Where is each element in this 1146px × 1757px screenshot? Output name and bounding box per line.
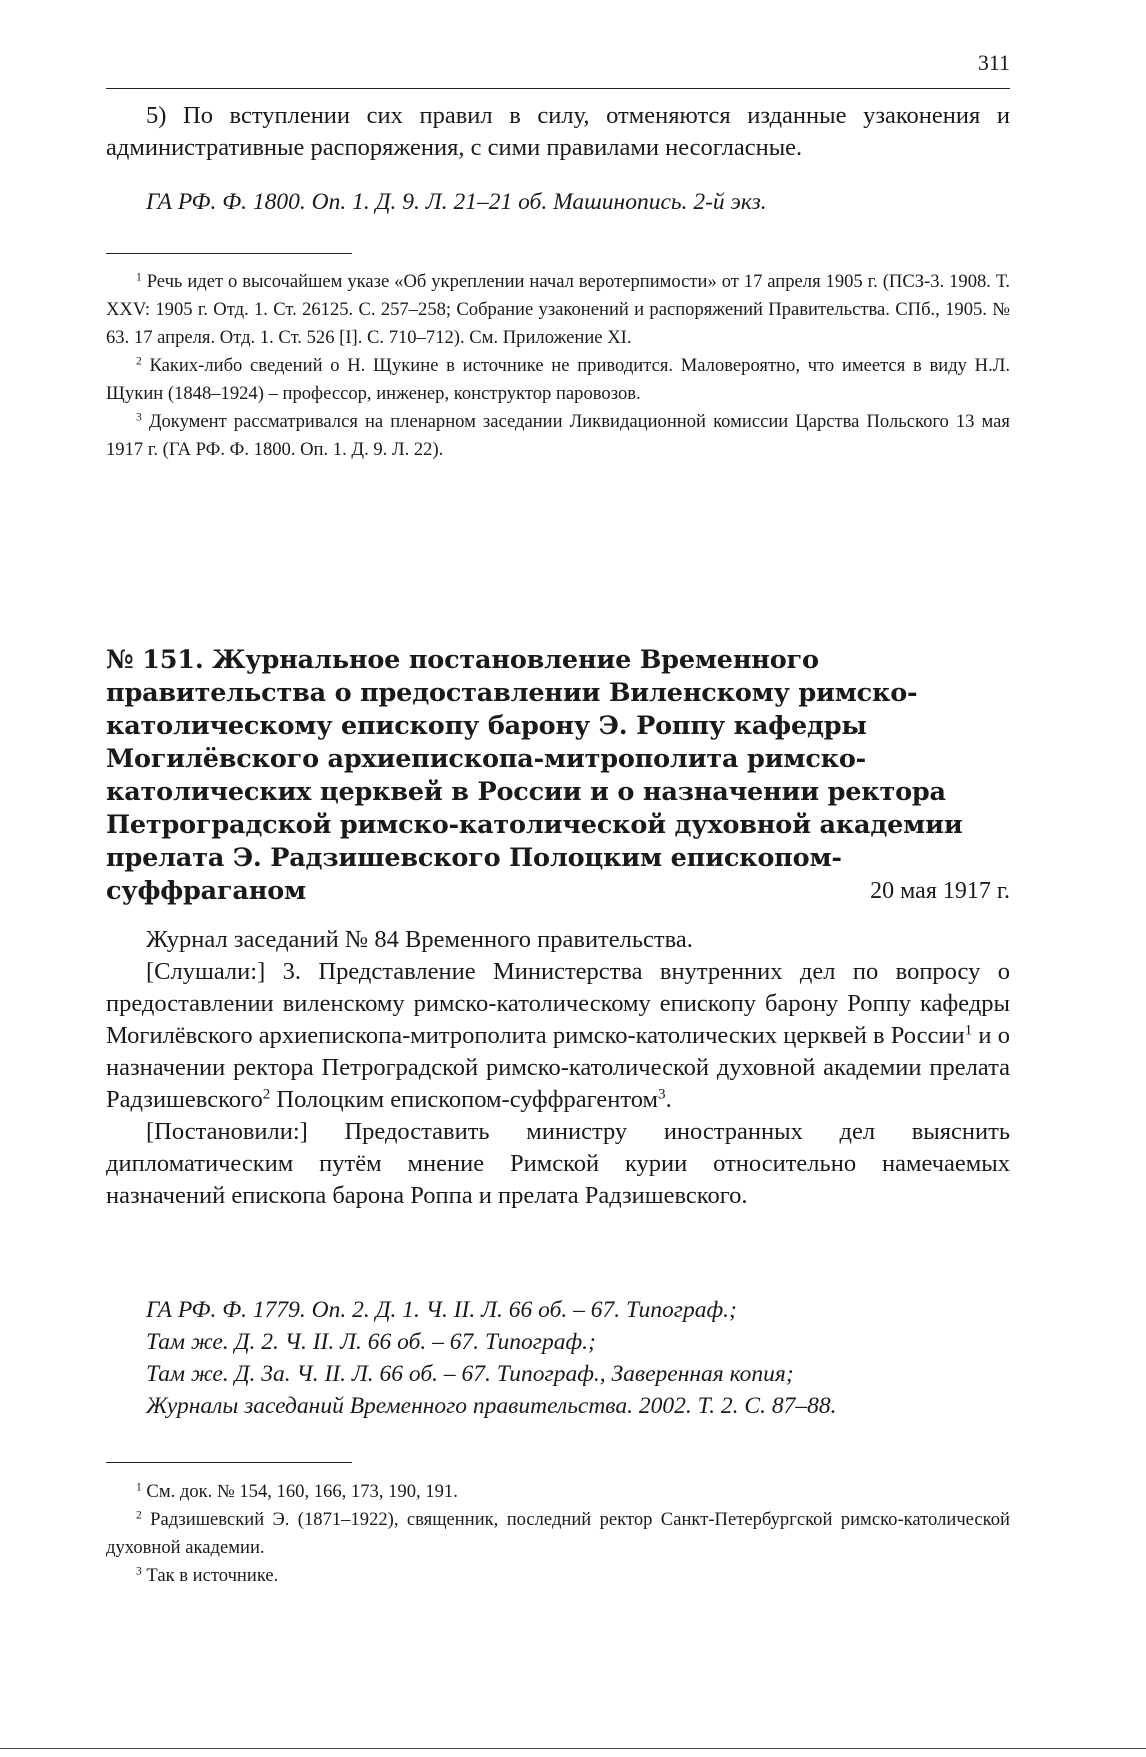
header-rule xyxy=(106,88,1010,89)
source-line: Там же. Д. 2. Ч. II. Л. 66 об. – 67. Типограф.; xyxy=(146,1329,596,1355)
archive-sources xyxy=(146,1294,1010,1422)
source-line: Там же. Д. 3а. Ч. II. Л. 66 об. – 67. Типограф., Заверенная копия; xyxy=(146,1361,794,1387)
journal-line: Журнал заседаний № 84 Временного правительства. xyxy=(146,926,693,953)
footnote-number: 3 xyxy=(136,411,142,424)
document-body xyxy=(106,924,1010,1212)
footnote-number: 1 xyxy=(136,271,142,284)
source-line: ГА РФ. Ф. 1779. Оп. 2. Д. 1. Ч. II. Л. 66 об. – 67. Типограф.; xyxy=(146,1297,737,1323)
footnote xyxy=(106,1562,1010,1590)
document-date: 20 мая 1917 г. xyxy=(870,878,1010,904)
bottom-footnotes xyxy=(106,1478,1010,1590)
footnote-text: Документ рассматривался на пленарном заседании Ликвидационной комиссии Царства Польского 13 мая 1917 г. (ГА РФ. Ф. 1800. Оп. 1. Д. 9. Л. 22). xyxy=(106,411,1010,460)
footnote-number: 2 xyxy=(136,1509,142,1522)
footnote xyxy=(106,1506,1010,1562)
top-archive-source: ГА РФ. Ф. 1800. Оп. 1. Д. 9. Л. 21–21 об. Машинопись. 2-й экз. xyxy=(146,189,767,215)
source-line: Журналы заседаний Временного правительства. 2002. Т. 2. С. 87–88. xyxy=(146,1393,837,1419)
footnote-text: Речь идет о высочайшем указе «Об укреплении начал веротерпимости» от 17 апреля 1905 г. (ПСЗ-3. 1908. Т. XXV: 1905 г. Отд. 1. Ст. 26125. С. 257–258; Собрание узаконений и распоряжений Правительства. СПб., 1905. № 63. 17 апреля. Отд. 1. Ст. 526 [I]. С. 710–712). См. Приложение XI. xyxy=(106,271,1010,348)
footnote-rule-top xyxy=(106,253,352,254)
footnote-ref: 2 xyxy=(262,1085,271,1103)
footnote-number: 1 xyxy=(136,1481,142,1494)
footnote-text: См. док. № 154, 160, 166, 173, 190, 191. xyxy=(146,1481,458,1502)
footnote-rule-bottom xyxy=(106,1462,352,1463)
footnote xyxy=(106,1478,1010,1506)
page-bottom-edge xyxy=(0,1748,1146,1749)
footnote xyxy=(106,268,1010,352)
footnote-ref: 1 xyxy=(964,1021,973,1039)
footnote xyxy=(106,408,1010,464)
top-paragraph: 5) По вступлении сих правил в силу, отменяются изданные узаконения и административные распоряжения, с сими правилами несогласные. xyxy=(106,102,1010,161)
footnote-text: Каких-либо сведений о Н. Щукине в источнике не приводится. Маловероятно, что имеется в виду Н.Л. Щукин (1848–1924) – профессор, инженер, конструктор паровозов. xyxy=(106,355,1010,404)
page-number: 311 xyxy=(977,50,1010,75)
top-footnotes xyxy=(106,268,1010,464)
footnote-text: Так в источнике. xyxy=(146,1565,279,1586)
document-title: № 151. Журнальное постановление Временного правительства о предоставлении Виленскому римско-католическому епископу барону Э. Роппу кафедры Могилёвского архиепископа-митрополита римско-католических церквей в России и о назначении ректора Петроградской римско-католической духовной академии прелата Э. Радзишевского Полоцким епископом-суффраганом xyxy=(106,645,963,906)
footnote-number: 3 xyxy=(136,1565,142,1578)
heard-paragraph: [Слушали:] 3. Представление Министерства внутренних дел по вопросу о предоставлении виленскому римско-католическому епископу барону Роппу кафедры Могилёвского архиепископа-митрополита римско-католических церквей в России$^1$ и о назначении ректора Петроградской римско-католической духовной академии прелата Радзишевского$^2$ Полоцким епископом-суффрагентом$^3$. xyxy=(106,958,1010,1113)
resolved-paragraph: [Постановили:] Предоставить министру иностранных дел выяснить дипломатическим путём мнение Римской курии относительно намечаемых назначений епископа барона Роппа и прелата Радзишевского. xyxy=(106,1118,1010,1209)
footnote-text: Радзишевский Э. (1871–1922), священник, последний ректор Санкт-Петербургской римско-католической духовной академии. xyxy=(106,1509,1010,1558)
footnote-ref: 3 xyxy=(658,1085,666,1103)
footnote-number: 2 xyxy=(136,355,142,368)
footnote xyxy=(106,352,1010,408)
